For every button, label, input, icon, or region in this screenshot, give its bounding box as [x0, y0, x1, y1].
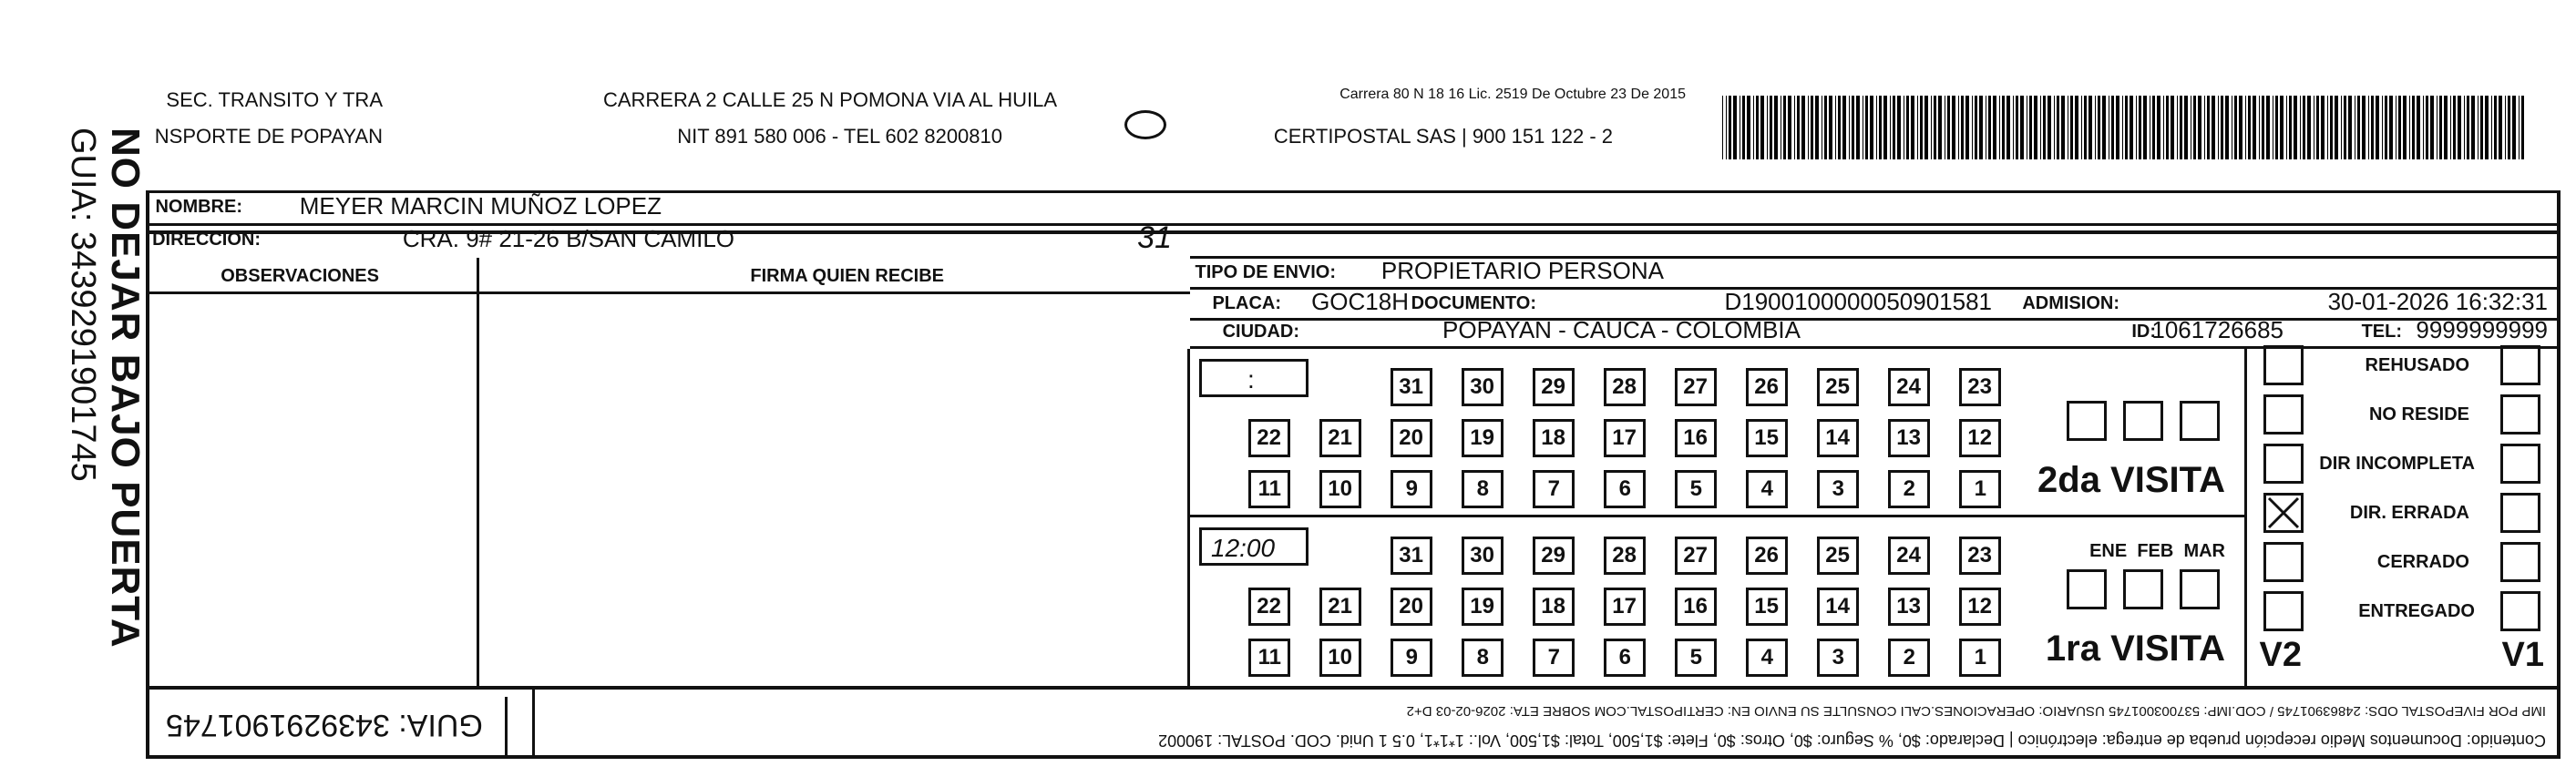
day-number: 24 — [1896, 543, 1922, 567]
firma-label: FIRMA QUIEN RECIBE — [750, 266, 944, 286]
day-number: 11 — [1257, 645, 1281, 670]
day-number: 11 — [1257, 476, 1281, 501]
day-number: 5 — [1689, 476, 1702, 501]
day-cell[interactable] — [1959, 537, 2001, 575]
day-number: 25 — [1825, 374, 1851, 399]
day-cell[interactable] — [1533, 470, 1575, 508]
header-divider — [532, 686, 535, 755]
day-cell[interactable] — [1746, 470, 1788, 508]
day-cell[interactable] — [1462, 419, 1504, 457]
day-number: 30 — [1470, 374, 1495, 399]
second-visit-label: 2da VISITA — [2037, 460, 2225, 500]
day-number: 6 — [1618, 645, 1631, 670]
day-cell[interactable] — [1817, 537, 1859, 575]
day-cell[interactable] — [1391, 470, 1432, 508]
form-border — [146, 686, 2561, 759]
day-number: 29 — [1541, 543, 1566, 567]
day-cell[interactable] — [1319, 419, 1361, 457]
firma-area[interactable] — [477, 258, 1190, 686]
day-number: 3 — [1832, 476, 1844, 501]
day-number: 21 — [1328, 425, 1353, 450]
day-cell[interactable] — [1888, 368, 1930, 406]
day-number: 15 — [1754, 594, 1780, 619]
day-cell[interactable] — [1462, 470, 1504, 508]
day-number: 25 — [1825, 543, 1851, 567]
day-number: 15 — [1754, 425, 1780, 450]
day-number: 19 — [1470, 594, 1495, 619]
v1-label: V1 — [2501, 636, 2544, 674]
day-cell[interactable] — [1391, 588, 1432, 626]
day-cell[interactable] — [1817, 368, 1859, 406]
day-cell[interactable] — [1391, 419, 1432, 457]
day-number: 26 — [1754, 543, 1780, 567]
day-number: 31 — [1399, 374, 1424, 399]
day-number: 12 — [1967, 594, 1993, 619]
day-number: 6 — [1618, 476, 1631, 501]
day-cell[interactable] — [1462, 588, 1504, 626]
barcode — [1722, 96, 2524, 159]
org-line1: SEC. TRANSITO Y TRA — [166, 88, 383, 111]
first-visit — [1190, 515, 2247, 686]
status-column — [2244, 349, 2557, 686]
day-cell[interactable] — [1248, 588, 1290, 626]
day-number: 19 — [1470, 425, 1495, 450]
day-cell[interactable] — [1604, 588, 1646, 626]
visits-block — [1187, 349, 2247, 686]
day-number: 23 — [1967, 374, 1993, 399]
day-cell[interactable] — [1533, 588, 1575, 626]
first-months-labels: ENE FEB MAR — [2089, 541, 2225, 561]
footer — [146, 21, 2561, 176]
day-cell[interactable] — [1675, 639, 1717, 677]
day-cell[interactable] — [1604, 368, 1646, 406]
row-placa: PLACA: GOC18H DOCUMENTO: D1900100000050901581 ADMISION: 30-01-2026 16:32:31 — [1190, 287, 2557, 318]
day-number: 20 — [1399, 425, 1424, 450]
day-cell[interactable] — [1604, 470, 1646, 508]
day-number: 31 — [1399, 543, 1424, 567]
firma-line — [149, 291, 1190, 294]
second-time-box[interactable]: : — [1199, 359, 1309, 397]
day-number: 13 — [1896, 594, 1922, 619]
org-line2: NSPORTE DE POPAYAN — [154, 125, 383, 148]
v2-label: V2 — [2260, 636, 2303, 674]
no-dejar-text: NO DEJAR BAJO PUERTA — [103, 128, 148, 649]
day-cell[interactable] — [1746, 537, 1788, 575]
day-number: 2 — [1903, 645, 1915, 670]
day-cell[interactable] — [1959, 419, 2001, 457]
second-visit — [1190, 349, 2247, 517]
day-cell[interactable] — [1533, 537, 1575, 575]
day-cell[interactable] — [1817, 419, 1859, 457]
first-visit-label: 1ra VISITA — [2045, 629, 2225, 669]
obs-label: OBSERVACIONES — [221, 266, 379, 286]
status-dir-errada[interactable]: DIR. ERRADA — [2247, 493, 2557, 533]
day-number: 30 — [1470, 543, 1495, 567]
day-number: 7 — [1547, 476, 1560, 501]
day-number: 10 — [1328, 645, 1353, 670]
day-number: 10 — [1328, 476, 1353, 501]
day-cell[interactable] — [1888, 639, 1930, 677]
day-cell[interactable] — [1319, 470, 1361, 508]
day-number: 28 — [1612, 543, 1637, 567]
day-number: 17 — [1612, 425, 1637, 450]
day-cell[interactable] — [1533, 368, 1575, 406]
day-cell[interactable] — [1604, 537, 1646, 575]
day-cell[interactable] — [1604, 419, 1646, 457]
day-cell[interactable] — [1746, 368, 1788, 406]
day-number: 12 — [1967, 425, 1993, 450]
day-cell[interactable] — [1319, 639, 1361, 677]
day-cell[interactable] — [1746, 419, 1788, 457]
day-number: 4 — [1760, 476, 1773, 501]
day-cell[interactable] — [1959, 368, 2001, 406]
day-cell[interactable] — [1959, 588, 2001, 626]
day-cell[interactable] — [1675, 537, 1717, 575]
day-number: 7 — [1547, 645, 1560, 670]
day-number: 1 — [1974, 645, 1986, 670]
day-number: 24 — [1896, 374, 1922, 399]
header-line2: IMP POR FIVEPOSTAL ODS: 24863901745 / COD.IMP: 537003001745 USUARIO: OPERACIONES.CALI CONSULTE SU ENVIO EN: CERTIPOSTAL.COM SOBRE ETA: 2026-02-03 D+2 — [1406, 703, 2546, 719]
first-time-box[interactable]: 12:00 — [1199, 527, 1309, 566]
day-number: 18 — [1541, 594, 1566, 619]
status-rehusado[interactable]: REHUSADO — [2247, 345, 2557, 385]
day-cell[interactable] — [1959, 470, 2001, 508]
day-cell[interactable] — [1746, 639, 1788, 677]
day-cell[interactable] — [1391, 368, 1432, 406]
day-number: 8 — [1476, 645, 1489, 670]
day-cell[interactable] — [1888, 470, 1930, 508]
day-number: 20 — [1399, 594, 1424, 619]
day-cell[interactable] — [1604, 639, 1646, 677]
day-number: 27 — [1683, 543, 1709, 567]
day-cell[interactable] — [1462, 368, 1504, 406]
logo-icon — [1124, 110, 1166, 139]
day-number: 14 — [1825, 425, 1851, 450]
day-number: 22 — [1257, 594, 1282, 619]
day-cell[interactable] — [1675, 470, 1717, 508]
day-cell[interactable] — [1888, 537, 1930, 575]
day-cell[interactable] — [1462, 537, 1504, 575]
status-dir-incompleta[interactable]: DIR INCOMPLETA — [2247, 444, 2557, 484]
day-cell[interactable] — [1462, 639, 1504, 677]
day-number: 27 — [1683, 374, 1709, 399]
day-cell[interactable] — [1675, 368, 1717, 406]
day-number: 1 — [1974, 476, 1986, 501]
first-days-grid[interactable] — [1199, 522, 2001, 677]
day-cell[interactable] — [1959, 639, 2001, 677]
row-tipo: TIPO DE ENVIO: PROPIETARIO PERSONA — [1190, 256, 2557, 287]
day-cell[interactable] — [1533, 639, 1575, 677]
header-line1: Contenido: Documentos Medio recepción prueba de entrega: electrónico | Declarado: $0, % Seguro: $0, Otros: $0, Flete: $1,500, Total: $1,500, Vol.: 1*1*1, 0.5 1 Unid. COD. POSTAL: 190002 — [1158, 731, 2546, 750]
header-guia: GUIA: 3439291901745 — [166, 697, 508, 755]
row-direccion: DIRECCION: CRA. 9# 21-26 B/SAN CAMILO 31 — [146, 223, 2561, 256]
day-number: 16 — [1683, 425, 1709, 450]
day-cell[interactable] — [1888, 419, 1930, 457]
status-no-reside[interactable]: NO RESIDE — [2247, 394, 2557, 435]
day-cell[interactable] — [1675, 419, 1717, 457]
row-nombre: NOMBRE: MEYER MARCIN MUÑOZ LOPEZ — [146, 190, 2561, 223]
day-cell[interactable] — [1817, 588, 1859, 626]
second-days-grid[interactable] — [1199, 353, 2001, 508]
day-number: 18 — [1541, 425, 1566, 450]
side-guia: GUIA: 3439291901745 — [64, 128, 102, 482]
day-cell[interactable] — [1888, 588, 1930, 626]
day-number: 28 — [1612, 374, 1637, 399]
day-cell[interactable] — [1391, 537, 1432, 575]
x-mark-icon — [2263, 493, 2304, 533]
day-number: 3 — [1832, 645, 1844, 670]
status-cerrado[interactable]: CERRADO — [2247, 542, 2557, 582]
day-number: 23 — [1967, 543, 1993, 567]
day-number: 4 — [1760, 645, 1773, 670]
addr-line2: NIT 891 580 006 - TEL 602 8200810 — [677, 125, 1002, 148]
row-ciudad: CIUDAD: POPAYAN - CAUCA - COLOMBIA ID: 1061726685 TEL: 9999999999 — [1190, 318, 2557, 349]
day-number: 21 — [1328, 594, 1353, 619]
middle-block — [146, 230, 2561, 686]
cert-line1: Carrera 80 N 18 16 Lic. 2519 De Octubre 23 De 2015 — [1339, 87, 1686, 102]
status-entregado[interactable]: ENTREGADO — [2247, 591, 2557, 631]
day-number: 5 — [1689, 645, 1702, 670]
day-cell[interactable] — [1533, 419, 1575, 457]
day-cell[interactable] — [1817, 639, 1859, 677]
day-number: 26 — [1754, 374, 1780, 399]
cert-line2: CERTIPOSTAL SAS | 900 151 122 - 2 — [1273, 125, 1613, 148]
day-cell[interactable] — [1248, 639, 1290, 677]
day-cell[interactable] — [1248, 419, 1290, 457]
day-number: 14 — [1825, 594, 1851, 619]
day-cell[interactable] — [1817, 470, 1859, 508]
day-cell[interactable] — [1319, 588, 1361, 626]
day-number: 8 — [1476, 476, 1489, 501]
day-number: 22 — [1257, 425, 1282, 450]
addr-line1: CARRERA 2 CALLE 25 N POMONA VIA AL HUILA — [602, 88, 1057, 111]
side-text — [47, 128, 148, 729]
day-cell[interactable] — [1391, 639, 1432, 677]
day-cell[interactable] — [1248, 470, 1290, 508]
day-number: 16 — [1683, 594, 1709, 619]
day-number: 9 — [1405, 645, 1418, 670]
hand-number: 31 — [1137, 220, 1172, 255]
day-number: 9 — [1405, 476, 1418, 501]
day-number: 13 — [1896, 425, 1922, 450]
day-number: 17 — [1612, 594, 1637, 619]
day-number: 29 — [1541, 374, 1566, 399]
day-number: 2 — [1903, 476, 1915, 501]
observaciones-area[interactable] — [149, 258, 479, 686]
day-cell[interactable] — [1746, 588, 1788, 626]
shipping-form — [146, 16, 2561, 759]
day-cell[interactable] — [1675, 588, 1717, 626]
